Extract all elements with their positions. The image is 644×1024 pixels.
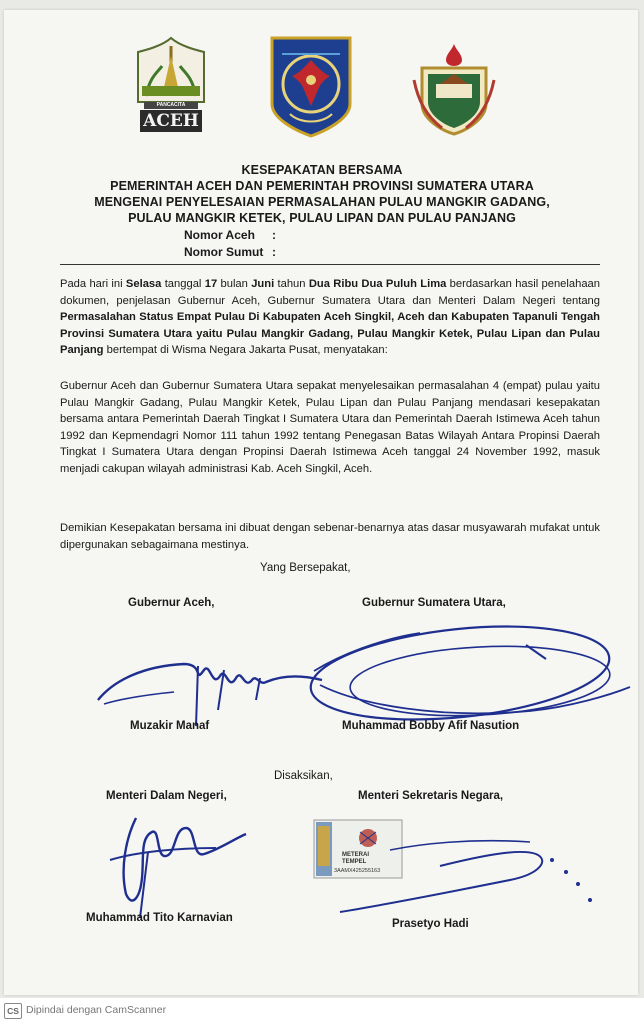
ministry-home-affairs-logo (268, 34, 354, 138)
gov-sumut-name: Muhammad Bobby Afif Nasution (342, 720, 520, 732)
title-parties: PEMERINTAH ACEH DAN PEMERINTAH PROVINSI SUMATERA UTARA (110, 179, 534, 193)
nomor-sumut-label: Nomor Sumut (184, 245, 264, 259)
aceh-logo-text-main: ACEH (143, 111, 199, 131)
mendagri-name: Muhammad Tito Karnavian (86, 912, 233, 924)
opening-paragraph (60, 276, 600, 359)
aceh-government-logo (132, 36, 210, 134)
title-subject-line1: MENGENAI PENYELESAIAN PERMASALAHAN PULAU MANGKIR GADANG, (94, 195, 550, 209)
camscanner-icon: CS (4, 1003, 22, 1019)
p1-date: 17 (204, 278, 218, 290)
document-title: KESEPAKATAN BERSAMA (241, 163, 403, 177)
closing-paragraph: Demikian Kesepakatan bersama ini dibuat dengan sebenar-benarnya atas dasar musyawarah mufakat untuk dipergunakan sebagaimana mestinya. (60, 522, 600, 551)
p1-text-2: tanggal (161, 278, 205, 290)
nomor-aceh-label: Nomor Aceh (184, 228, 255, 242)
nomor-aceh-row (184, 228, 276, 242)
p1-text-1: Pada hari ini (60, 278, 126, 290)
gov-aceh-title: Gubernur Aceh, (128, 597, 215, 609)
mendagri-signature (96, 798, 266, 928)
aceh-logo-text-top: PANCACITA (156, 102, 186, 108)
yang-bersepakat: Yang Bersepakat, (260, 562, 351, 574)
p1-text-6: bertempat di Wisma Negara Jakarta Pusat, menyatakan: (103, 344, 388, 356)
p1-day: Selasa (125, 278, 162, 290)
meterai-label-2: TEMPEL (342, 859, 367, 865)
mendagri-title: Menteri Dalam Negeri, (106, 790, 227, 802)
mensesneg-name: Prasetyo Hadi (392, 918, 469, 930)
meterai-serial: 3AAMX425255163 (334, 868, 381, 874)
gov-sumut-title: Gubernur Sumatera Utara, (362, 597, 506, 609)
mensesneg-signature (330, 820, 630, 930)
mensesneg-title: Menteri Sekretaris Negara, (358, 790, 504, 802)
header-divider (60, 264, 600, 265)
p1-text-3: bulan (217, 278, 252, 290)
scanner-footer-text: Dipindai dengan CamScanner (26, 1004, 167, 1016)
gov-aceh-name: Muzakir Manaf (130, 720, 210, 732)
nomor-aceh-colon: : (272, 228, 276, 242)
agreement-paragraph: Gubernur Aceh dan Gubernur Sumatera Utara sepakat menyelesaikan permasalahan 4 (empat) pulau yaitu Pulau Mangkir Gadang, Pulau Mangkir Ketek, Pulau Lipan dan Pulau Panjang mendasari kesepakatan bersama antara Pemerintah Daerah Tingkat I Sumatera Utara dan Pemerintah Daerah Istimewa Aceh tahun 1992 dan Kepmendagri Nomor 111 tahun 1992 tentang Penegasan Batas Wilayah Antara Propinsi Daerah Tingkat I Sumatera Utara dengan Propinsi Daerah Istimewa Aceh tanggal 24 November 1992, masuk menjadi cakupan wilayah administrasi Kab. Aceh Singkil, Aceh. (60, 380, 600, 475)
p1-year: Dua Ribu Dua Puluh Lima (308, 278, 447, 290)
title-subject-line2: PULAU MANGKIR KETEK, PULAU LIPAN DAN PULAU PANJANG (128, 211, 516, 225)
disaksikan: Disaksikan, (274, 770, 333, 782)
scanner-footer (0, 998, 644, 1024)
nomor-sumut-colon: : (272, 245, 276, 259)
north-sumatra-logo (412, 40, 496, 136)
nomor-sumut-row (184, 245, 276, 259)
p1-text-4: tahun (274, 278, 309, 290)
p1-subject: Permasalahan Status Empat Pulau Di Kabupaten Aceh Singkil, Aceh dan Kabupaten Tapanuli Tengah Provinsi Sumatera Utara yaitu Pulau Mangkir Gadang, Pulau Mangkir Ketek, Pulau Lipan dan Pulau Panjang (60, 311, 600, 356)
p1-text-5: berdasarkan hasil penelahaan dokumen, penjelasan Gubernur Aceh, Gubernur Sumatera Utara dan Menteri Dalam Negeri tentang (60, 278, 600, 307)
p1-month: Juni (251, 278, 275, 290)
meterai-label-1: METERAI (342, 852, 369, 858)
